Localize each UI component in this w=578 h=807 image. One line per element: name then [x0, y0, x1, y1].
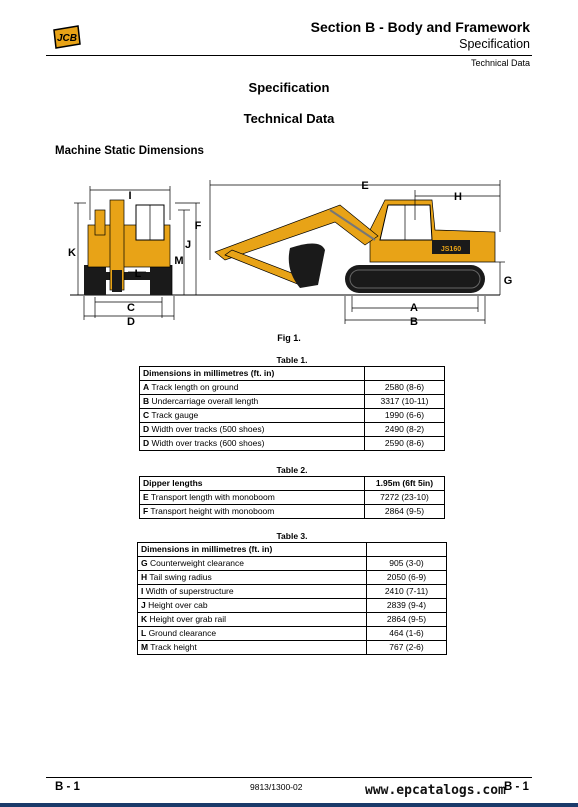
row-key: L [141, 628, 147, 638]
table1-caption: Table 1. [276, 355, 308, 365]
row-value: 2590 (8-6) [365, 437, 445, 451]
header-cell: 1.95m (6ft 5in) [365, 477, 445, 491]
label-M: M [174, 255, 184, 267]
row-key: A [143, 382, 150, 392]
table-row [138, 627, 447, 641]
row-key: M [141, 642, 149, 652]
row-label: Track height [148, 642, 197, 652]
row-label-cell [140, 423, 365, 437]
row-label: Undercarriage overall length [149, 396, 259, 406]
section-heading: Machine Static Dimensions [55, 145, 204, 157]
row-key: C [143, 410, 150, 420]
row-value: 464 (1-6) [367, 627, 447, 641]
row-key: I [141, 586, 144, 596]
jcb-logo [52, 24, 82, 50]
label-D: D [127, 316, 135, 328]
row-value: 2580 (8-6) [365, 381, 445, 395]
table2 [139, 476, 445, 519]
row-label: Transport length with monoboom [148, 492, 275, 502]
row-value: 7272 (23-10) [365, 491, 445, 505]
row-label: Height over cab [145, 600, 208, 610]
row-label-cell [140, 381, 365, 395]
row-label-cell [140, 491, 365, 505]
row-value: 2050 (6-9) [367, 571, 447, 585]
label-H: H [454, 191, 462, 203]
row-value: 2839 (9-4) [367, 599, 447, 613]
row-label: Counterweight clearance [147, 558, 245, 568]
row-key: G [141, 558, 148, 568]
row-key: D [143, 438, 150, 448]
row-key: D [143, 424, 150, 434]
row-label-cell [138, 627, 367, 641]
header-divider [46, 55, 532, 56]
watermark: www.epcatalogs.com [365, 783, 506, 798]
header-cell [365, 367, 445, 381]
row-key: E [143, 492, 149, 502]
table-row [138, 571, 447, 585]
row-label-cell [140, 395, 365, 409]
footer-doc-number: 9813/1300-02 [250, 782, 303, 792]
logo-text: JCB [56, 33, 78, 44]
header-cell: Dimensions in millimetres (ft. in) [138, 543, 367, 557]
table-row [140, 423, 445, 437]
row-key: F [143, 506, 149, 516]
label-F: F [194, 220, 202, 232]
table-row [138, 599, 447, 613]
row-label-cell [140, 437, 365, 451]
row-label: Width over tracks (600 shoes) [149, 438, 265, 448]
row-label: Tail swing radius [147, 572, 212, 582]
row-label: Track gauge [149, 410, 199, 420]
label-J: J [184, 239, 192, 251]
row-label: Width of superstructure [143, 586, 234, 596]
row-label-cell [138, 571, 367, 585]
row-value: 905 (3-0) [367, 557, 447, 571]
row-key: B [143, 396, 150, 406]
row-label-cell [138, 585, 367, 599]
front-view-machine [84, 200, 172, 295]
row-label-cell [140, 409, 365, 423]
figure-caption: Fig 1. [277, 333, 301, 343]
row-label-cell [138, 599, 367, 613]
label-B: B [410, 316, 418, 328]
row-label-cell [138, 613, 367, 627]
table-row [140, 505, 445, 519]
page-subtitle: Technical Data [243, 111, 335, 126]
table-row [140, 381, 445, 395]
row-label: Ground clearance [146, 628, 217, 638]
table-header [138, 543, 447, 557]
table-header [140, 477, 445, 491]
label-G: G [503, 275, 513, 287]
table-row [140, 409, 445, 423]
header-cell: Dipper lengths [140, 477, 365, 491]
table-row [140, 491, 445, 505]
label-L: L [134, 268, 142, 280]
header-cell: Dimensions in millimetres (ft. in) [140, 367, 365, 381]
table1 [139, 366, 445, 451]
table-row [138, 557, 447, 571]
machine-dimension-figure [0, 170, 578, 330]
label-I: I [128, 190, 132, 202]
label-C: C [127, 302, 135, 314]
header-cell [367, 543, 447, 557]
table-row [138, 641, 447, 655]
table-row [138, 585, 447, 599]
row-value: 2410 (7-11) [367, 585, 447, 599]
side-view-machine [215, 200, 495, 293]
row-value: 2864 (9-5) [365, 505, 445, 519]
section-subtitle: Specification [459, 37, 530, 51]
row-label: Width over tracks (500 shoes) [149, 424, 265, 434]
row-value: 3317 (10-11) [365, 395, 445, 409]
footer-divider [46, 777, 532, 778]
table-header [140, 367, 445, 381]
row-value: 767 (2-6) [367, 641, 447, 655]
table3-caption: Table 3. [276, 531, 308, 541]
footer-page-right: B - 1 [504, 781, 529, 793]
label-A: A [410, 302, 418, 314]
label-K: K [68, 247, 76, 259]
row-label: Height over grab rail [147, 614, 227, 624]
row-value: 2864 (9-5) [367, 613, 447, 627]
row-label: Transport height with monoboom [148, 506, 275, 516]
row-value: 2490 (8-2) [365, 423, 445, 437]
row-label: Track length on ground [149, 382, 239, 392]
row-label-cell [138, 641, 367, 655]
section-title: Section B - Body and Framework [310, 19, 530, 35]
page-title: Specification [248, 80, 330, 95]
table-row [138, 613, 447, 627]
row-label-cell [138, 557, 367, 571]
table-row [140, 395, 445, 409]
row-value: 1990 (6-6) [365, 409, 445, 423]
header-tag: Technical Data [470, 58, 530, 68]
label-E: E [361, 180, 369, 192]
row-key: J [141, 600, 146, 610]
row-label-cell [140, 505, 365, 519]
row-key: H [141, 572, 148, 582]
table2-caption: Table 2. [276, 465, 308, 475]
table3 [137, 542, 447, 655]
footer-page-left: B - 1 [55, 781, 80, 793]
footer-bar [0, 803, 578, 807]
table-row [140, 437, 445, 451]
machine-badge: JS160 [440, 246, 462, 253]
row-key: K [141, 614, 148, 624]
